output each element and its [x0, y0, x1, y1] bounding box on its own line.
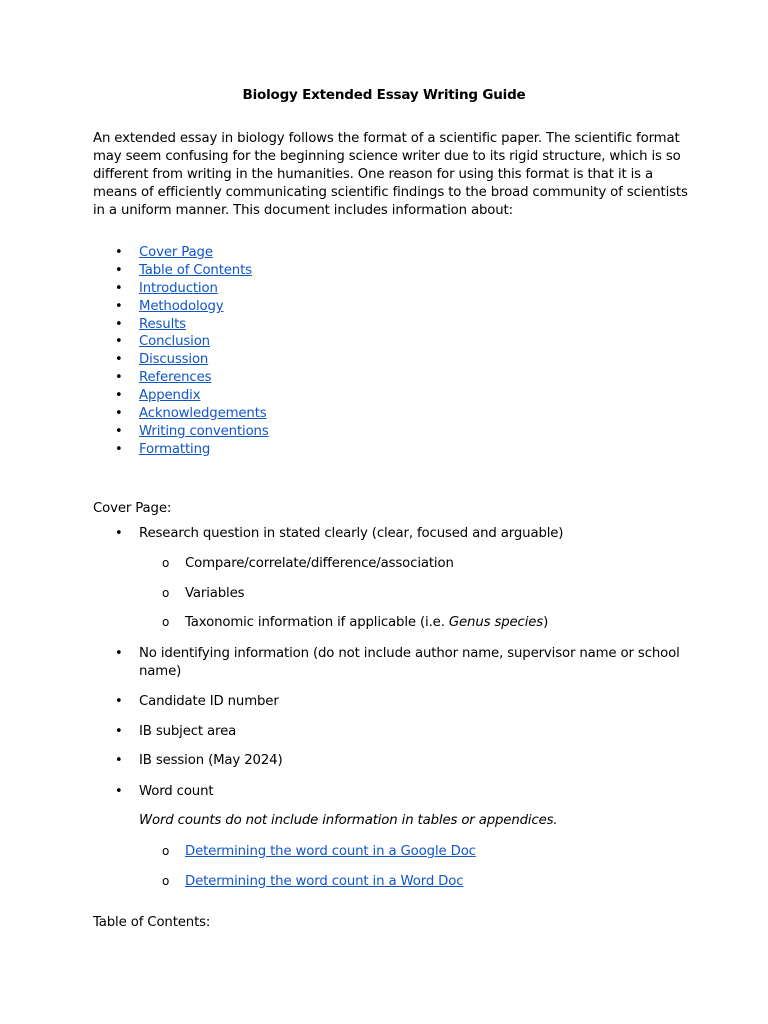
- link-word-count-google-doc[interactable]: Determining the word count in a Google Doc: [185, 844, 476, 859]
- list-item: [115, 369, 211, 387]
- bullet-icon: •: [115, 406, 123, 421]
- list-item: [162, 843, 476, 861]
- link-word-count-word-doc[interactable]: Determining the word count in a Word Doc: [185, 874, 464, 889]
- list-item: [115, 262, 252, 280]
- list-item: [115, 752, 283, 770]
- bullet-icon: •: [115, 646, 123, 661]
- link-table-of-contents[interactable]: Table of Contents: [139, 263, 252, 278]
- sub-bullet-icon: o: [162, 615, 170, 629]
- list-item: [115, 723, 236, 741]
- word-count-note: Word counts do not include information in tables or appendices.: [139, 813, 558, 828]
- list-item: [115, 423, 269, 441]
- link-results[interactable]: Results: [139, 317, 186, 332]
- list-item: [162, 555, 454, 573]
- taxonomic-italic: Genus species: [448, 615, 544, 630]
- list-item: [115, 333, 210, 351]
- sub-item-text: Compare/correlate/difference/association: [185, 556, 454, 571]
- bullet-icon: •: [115, 424, 123, 439]
- bullet-icon: •: [115, 245, 123, 260]
- bullet-icon: •: [115, 263, 123, 278]
- sub-bullet-icon: o: [162, 556, 170, 570]
- bullet-icon: •: [115, 370, 123, 385]
- bullet-icon: •: [115, 724, 123, 739]
- subject-area-text: IB subject area: [139, 724, 237, 739]
- link-methodology[interactable]: Methodology: [139, 299, 224, 314]
- list-item: [115, 280, 218, 298]
- bullet-icon: •: [115, 388, 123, 403]
- list-item: [162, 585, 244, 603]
- link-writing-conventions[interactable]: Writing conventions: [139, 424, 269, 439]
- table-of-contents-heading: Table of Contents:: [93, 915, 211, 930]
- list-item: [115, 525, 563, 543]
- list-item: [115, 298, 224, 316]
- bullet-icon: •: [115, 352, 123, 367]
- list-item: [115, 351, 208, 369]
- cover-page-heading: Cover Page:: [93, 501, 172, 516]
- bullet-icon: •: [115, 299, 123, 314]
- bullet-icon: •: [115, 784, 123, 799]
- list-item: [115, 244, 213, 262]
- list-item: [115, 645, 680, 663]
- sub-bullet-icon: o: [162, 586, 170, 600]
- list-item: [115, 316, 186, 334]
- no-identifying-continuation: name): [139, 664, 182, 679]
- list-item: [115, 441, 210, 459]
- taxonomic-prefix: Taxonomic information if applicable (i.e.: [185, 615, 449, 630]
- intro-line: in a uniform manner. This document includes information about:: [93, 202, 513, 218]
- link-appendix[interactable]: Appendix: [139, 388, 201, 403]
- taxonomic-suffix: ): [543, 615, 549, 630]
- session-text: IB session (May 2024): [139, 753, 283, 768]
- document-title: Biology Extended Essay Writing Guide: [242, 87, 526, 103]
- intro-line: means of efficiently communicating scientific findings to the broad community of scientists: [93, 184, 688, 200]
- bullet-icon: •: [115, 334, 123, 349]
- link-discussion[interactable]: Discussion: [139, 352, 209, 367]
- list-item: [162, 614, 548, 632]
- sub-item-text: Variables: [185, 586, 245, 601]
- link-acknowledgements[interactable]: Acknowledgements: [139, 406, 267, 421]
- bullet-icon: •: [115, 442, 123, 457]
- bullet-icon: •: [115, 317, 123, 332]
- link-conclusion[interactable]: Conclusion: [139, 334, 210, 349]
- link-references[interactable]: References: [139, 370, 212, 385]
- bullet-icon: •: [115, 281, 123, 296]
- link-introduction[interactable]: Introduction: [139, 281, 218, 296]
- list-item: [115, 405, 267, 423]
- bullet-icon: •: [115, 694, 123, 709]
- link-formatting[interactable]: Formatting: [139, 442, 211, 457]
- list-item: [115, 693, 279, 711]
- list-item: [115, 783, 213, 801]
- list-item: [115, 387, 200, 405]
- bullet-icon: •: [115, 526, 123, 541]
- sub-bullet-icon: o: [162, 844, 170, 858]
- no-identifying-text: No identifying information (do not include author name, supervisor name or school: [139, 646, 680, 661]
- intro-line: An extended essay in biology follows the format of a scientific paper. The scientific format: [93, 131, 680, 146]
- bullet-icon: •: [115, 753, 123, 768]
- word-count-text: Word count: [139, 784, 214, 799]
- intro-paragraph: [93, 130, 688, 220]
- sub-bullet-icon: o: [162, 874, 170, 888]
- candidate-id-text: Candidate ID number: [139, 694, 279, 709]
- intro-line: may seem confusing for the beginning science writer due to its rigid structure, which is so: [93, 148, 681, 164]
- intro-line: different from writing in the humanities. One reason for using this format is that it is a: [93, 166, 654, 182]
- research-question-text: Research question in stated clearly (clear, focused and arguable): [139, 526, 564, 541]
- list-item: [162, 873, 463, 891]
- link-cover-page[interactable]: Cover Page: [139, 245, 213, 260]
